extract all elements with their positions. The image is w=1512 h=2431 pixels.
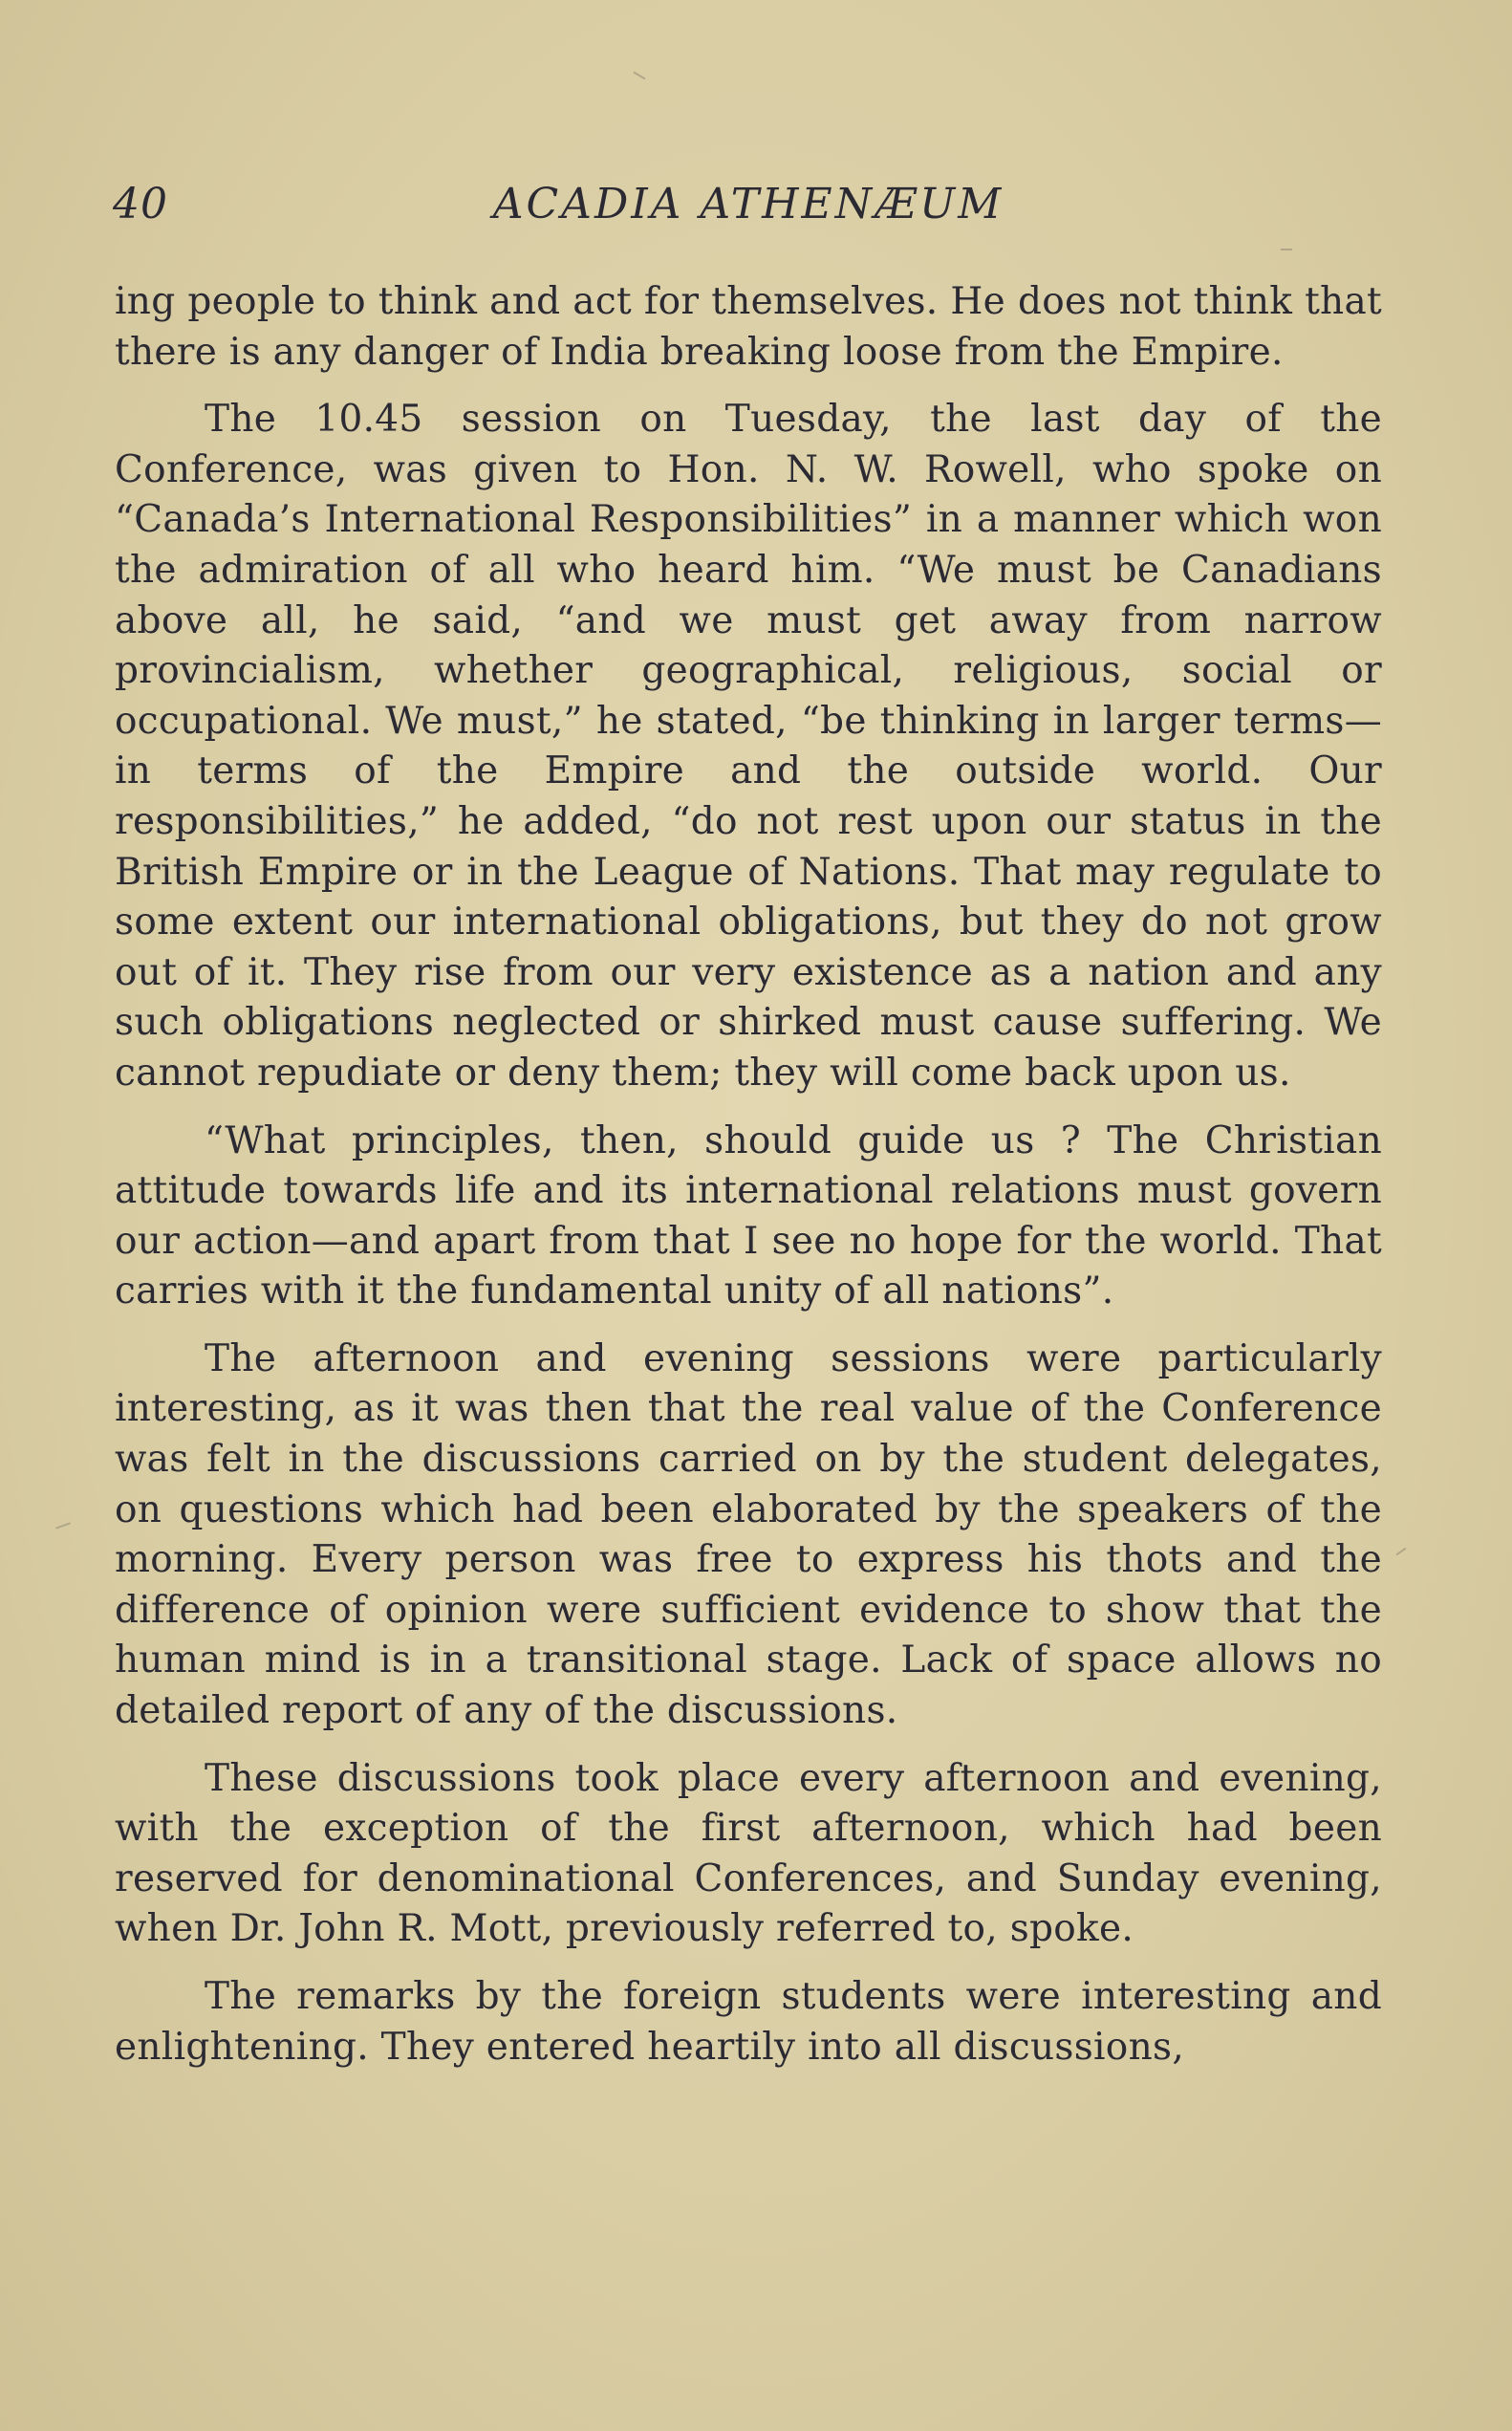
paragraph: The afternoon and evening sessions were particularly interesting, as it was then that the real value of the Conference was felt in the discussions carried on by the student delegates, on questions which had been elaborated by the speakers of the morning. Every person was free to express his thots and the difference of opinion were sufficient evidence to show that the human mind is in a transitional stage. Lack of space allows no detailed report of any of the discussions. [115, 1336, 1382, 1733]
scan-speck [55, 1522, 71, 1529]
scan-speck [1281, 249, 1292, 250]
paragraph: These discussions took place every afternoon and evening, with the exception of the first afternoon, which had been reserved for denominational Conferences, and Sunday evening, when Dr. John R. Mott, previously referred to, spoke. [115, 1756, 1382, 1951]
page-number: 40 [113, 180, 168, 228]
article-body [115, 277, 1382, 2090]
paragraph: The 10.45 session on Tuesday, the last day of the Conference, was given to Hon. N. W. Rowell, who spoke on “Canada’s International Responsibilities” in a manner which won the admiration of all who heard him. “We must be Canadians above all, he said, “and we must get away from narrow provincialism, whether geographical, religious, social or occupational. We must,” he stated, “be thinking in larger terms—in terms of the Empire and the outside world. Our responsibilities,” he added, “do not rest upon our status in the British Empire or in the League of Nations. That may regulate to some extent our international obligations, but they do not grow out of it. They rise from our very existence as a nation and any such obligations neglected or shirked must cause suffering. We cannot repudiate or deny them; they will come back upon us. [115, 398, 1382, 1095]
paragraph: The remarks by the foreign students were interesting and enlightening. They entered heartily into all discussions, [115, 1975, 1382, 2069]
paragraph: “What principles, then, should guide us ? The Christian attitude towards life and its international relations must govern our action—and apart from that I see no hope for the world. That carries with it the fundamental unity of all nations”. [115, 1118, 1382, 1313]
running-title: ACADIA ATHENÆUM [492, 180, 1004, 228]
scan-speck [1396, 1548, 1407, 1556]
paragraph: ing people to think and act for themselves. He does not think that there is any danger of India breaking loose from the Empire. [115, 280, 1382, 374]
page-header [113, 180, 1384, 237]
scan-speck [633, 72, 645, 80]
